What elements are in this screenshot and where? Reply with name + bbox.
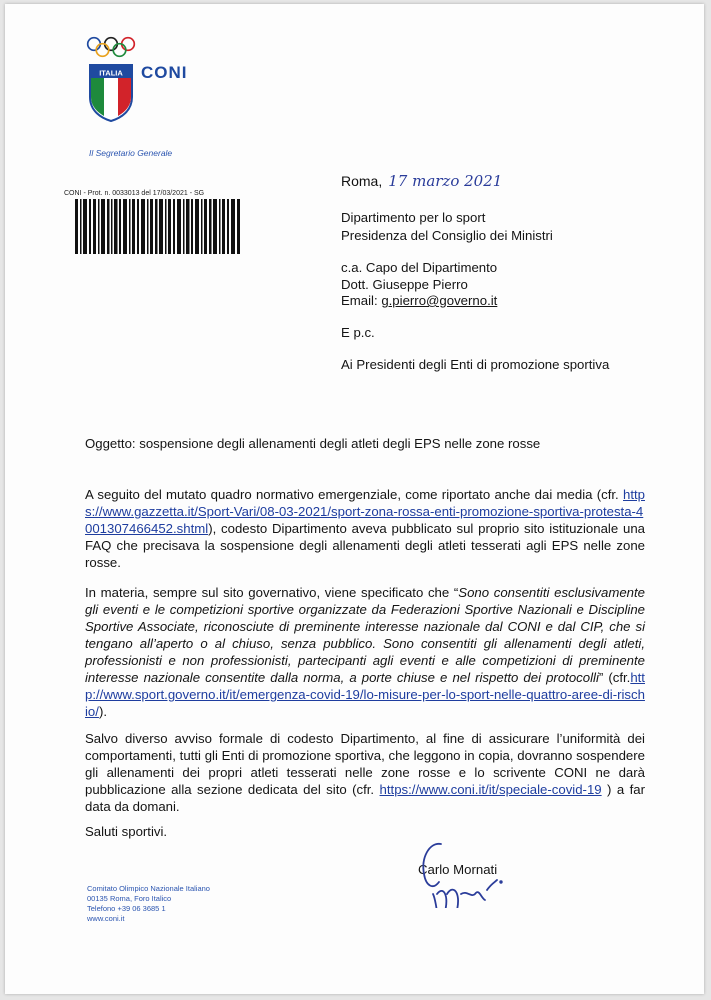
letter-subject: Oggetto: sospensione degli allenamenti degli atleti degli EPS nelle zone rosse: [85, 436, 541, 451]
recipient-dept-line1: Dipartimento per lo sport: [341, 210, 486, 225]
cc-recipients: Ai Presidenti degli Enti di promozione sportiva: [341, 357, 610, 372]
footer-phone: Telefono +39 06 3685 1: [87, 904, 166, 913]
paragraph2-text: In materia, sempre sul sito governativo, viene specificato che “: [85, 585, 459, 600]
paragraph1-text-end: ), codesto Dipartimento aveva pubblicato sul proprio sito istituzionale una FAQ che precisava la sospensione degli allenamenti degli atleti tesserati agli EPS nelle zone rosse.: [85, 521, 645, 570]
coni-covid-link[interactable]: https://www.coni.it/it/speciale-covid-19: [379, 782, 602, 797]
paragraph3-text: Salvo diverso avviso formale di codesto Dipartimento, al fine di assicurare l’uniformità dei comportamenti, tutti gli Enti di promozione sportiva, che leggono in copia, dovranno sospendere gli allenamenti dei propri atleti tesserati nelle zone rosse e lo scrivente CONI ne darà pubblicazione alla sezione dedicata del sito (cfr.: [85, 731, 645, 797]
handwritten-date: 17 marzo 2021: [388, 172, 503, 190]
body-paragraph-2: [85, 584, 645, 720]
italia-shield-logo: [88, 63, 134, 123]
email-label: Email:: [341, 293, 378, 308]
olympic-rings-logo: [86, 36, 138, 58]
closing-salutation: Saluti sportivi.: [85, 824, 168, 839]
recipient-email-row: [341, 292, 497, 309]
handwritten-signature: [415, 838, 515, 908]
body-paragraph-1: [85, 486, 645, 571]
protocol-barcode: [75, 199, 240, 254]
date-place: Roma,: [341, 173, 383, 189]
footer-address-line: 00135 Roma, Foro Italico: [87, 894, 172, 903]
footer-website: www.coni.it: [87, 914, 125, 923]
org-name: CONI: [141, 63, 188, 82]
footer-org: Comitato Olimpico Nazionale Italiano: [87, 884, 210, 893]
secretary-title: Il Segretario Generale: [89, 148, 173, 158]
paragraph1-text: A seguito del mutato quadro normativo emergenziale, come riportato anche dai media (cfr.: [85, 487, 623, 502]
paragraph2-text-end: ).: [98, 704, 107, 719]
letter-date: [341, 172, 502, 190]
footer-address: [87, 884, 210, 924]
recipient-attn-line2: Dott. Giuseppe Pierro: [341, 277, 468, 292]
gazzetta-link[interactable]: https://www.gazzetta.it/Sport-Vari/08-03-2021/sport-zona-rossa-enti-promozione-sportiva-protesta-4001307466452.shtml: [85, 487, 645, 536]
body-paragraph-3: [85, 730, 645, 815]
paragraph2-cfr: ” (cfr.: [598, 670, 631, 685]
governo-link[interactable]: http://www.sport.governo.it/it/emergenza-covid-19/lo-misure-per-lo-sport-nelle-quattro-aree-di-rischio/: [85, 670, 645, 719]
recipient-dept-line2: Presidenza del Consiglio dei Ministri: [341, 228, 553, 243]
cc-label: E p.c.: [341, 325, 375, 340]
recipient-attn-line1: c.a. Capo del Dipartimento: [341, 260, 498, 275]
quoted-regulation: Sono consentiti esclusivamente gli eventi e le competizioni sportive organizzate da Federazioni Sportive Nazionali e Discipline Sportive Associate, riconosciute di preminente interesse nazionale dal CONI e dal CIP, che si tengano all’aperto o al chiuso, senza pubblico. Sono consentiti gli allenamenti degli atleti, professionisti e non professionisti, partecipanti agli eventi e alle competizioni di preminente interesse nazionale consentite dalla norma, a porte chiuse e nel rispetto dei protocolli: [85, 585, 646, 685]
protocol-number: CONI - Prot. n. 0033013 del 17/03/2021 - SG: [64, 190, 205, 197]
signatory-name: Carlo Mornati: [418, 862, 498, 877]
shield-label: ITALIA: [99, 68, 123, 78]
paragraph3-text-end: ) a far data da domani.: [85, 782, 645, 814]
email-link[interactable]: g.pierro@governo.it: [381, 293, 498, 308]
